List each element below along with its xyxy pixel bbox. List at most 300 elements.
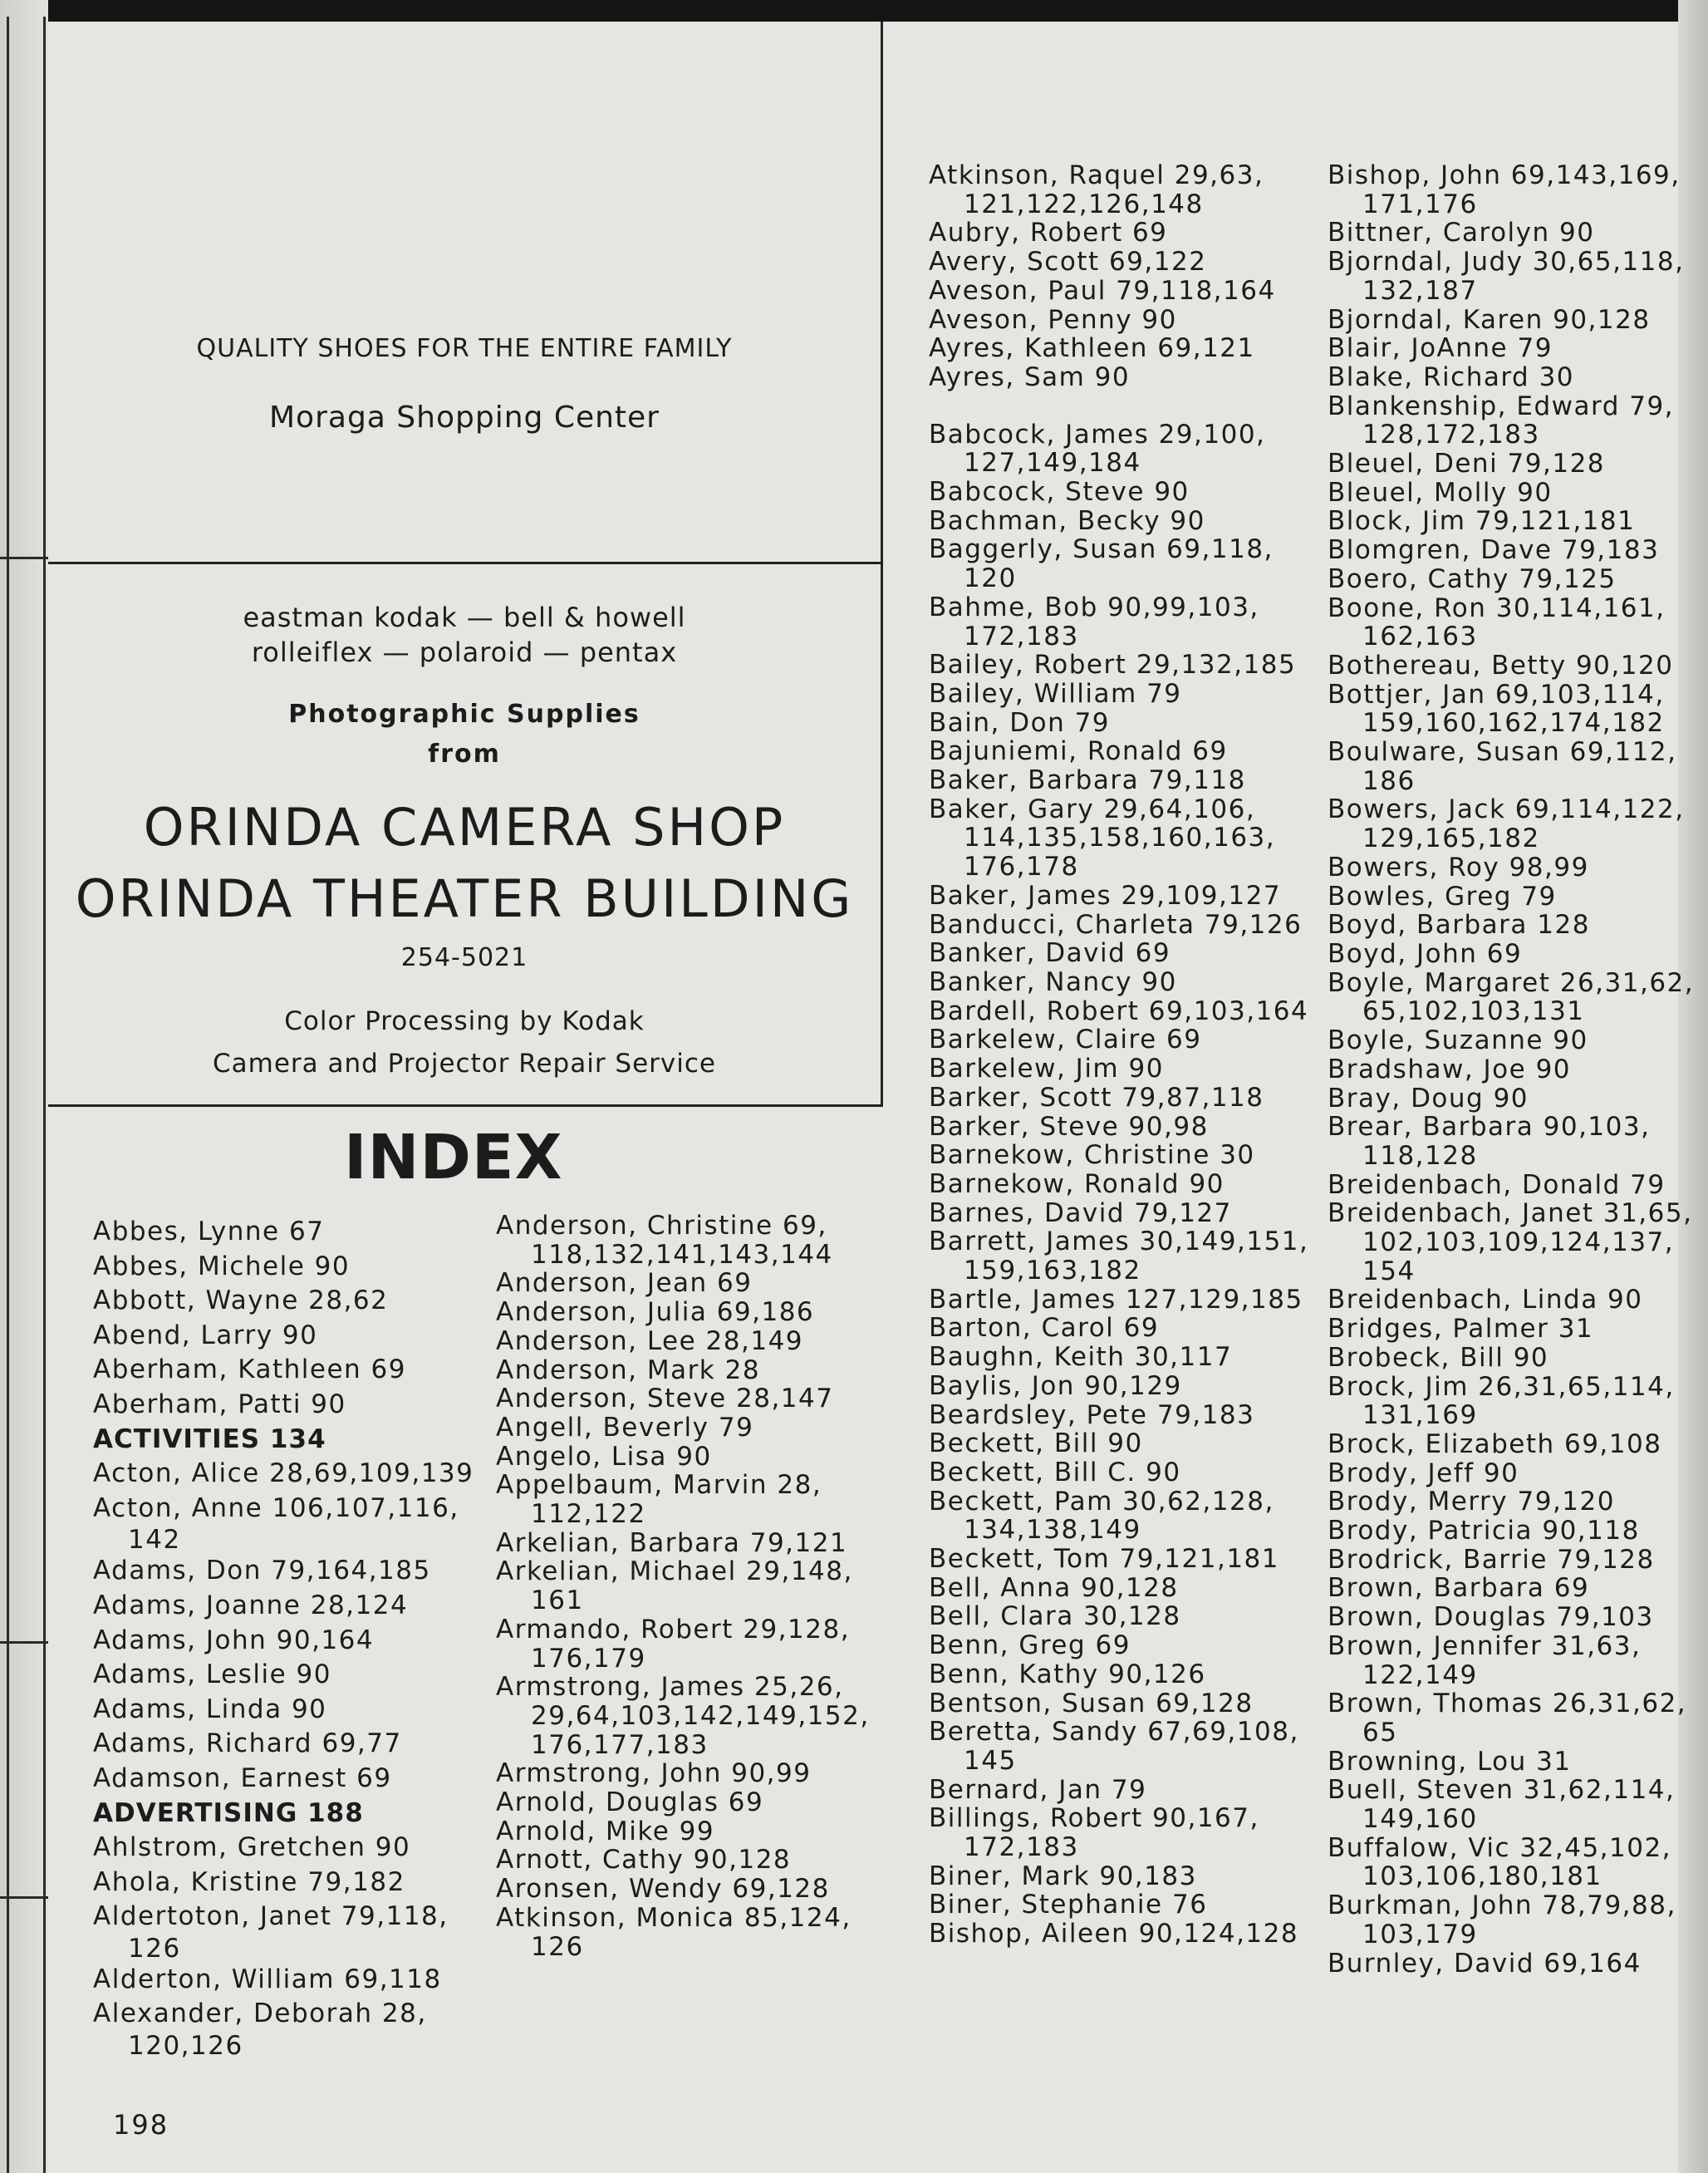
index-entry-continuation: 120 — [964, 563, 1017, 594]
index-entry-text: Baughn, Keith 30,117 — [929, 1342, 1233, 1373]
index-entry — [93, 1457, 474, 1492]
index-entry — [1328, 1430, 1694, 1459]
camera-shop-ad — [48, 564, 883, 1107]
index-entry-text: Burnley, David 69,164 — [1328, 1948, 1642, 1979]
index-entry-text: Abbott, Wayne 28,62 — [93, 1286, 389, 1316]
page-number: 198 — [113, 2109, 169, 2141]
index-entry — [93, 1997, 474, 2060]
index-entry-text: Baker, Gary 29,64,106, — [929, 794, 1256, 824]
index-entry-text: Breidenbach, Donald 79 — [1328, 1169, 1666, 1200]
index-entry — [1328, 536, 1694, 565]
index-entry-text: Bartle, James 127,129,185 — [929, 1284, 1303, 1315]
index-entry — [1328, 940, 1694, 969]
index-entry-text: Brown, Barbara 69 — [1328, 1573, 1590, 1604]
index-entry-text: Acton, Anne 106,107,116, — [93, 1492, 459, 1523]
index-entry-text: Bradshaw, Joe 90 — [1328, 1054, 1572, 1084]
index-entry-text: Bleuel, Deni 79,128 — [1328, 449, 1606, 479]
index-entry — [929, 882, 1308, 911]
index-entry-continuation: 145 — [964, 1745, 1017, 1776]
index-entry — [929, 535, 1308, 592]
index-entry-text: Brock, Elizabeth 69,108 — [1328, 1428, 1662, 1459]
index-entry — [93, 1900, 474, 1963]
index-entry — [496, 1529, 870, 1558]
index-entry-text: Bowers, Roy 98,99 — [1328, 852, 1589, 882]
index-entry-text: Aveson, Penny 90 — [929, 304, 1177, 335]
index-entry-text: Boyle, Margaret 26,31,62, — [1328, 967, 1695, 998]
index-entry — [929, 1718, 1308, 1775]
index-entry — [496, 1327, 870, 1356]
index-entry — [496, 1817, 870, 1846]
index-entry — [496, 1356, 870, 1385]
index-entry — [1328, 219, 1694, 248]
index-entry — [1328, 1574, 1694, 1603]
index-entry-text: Bowles, Greg 79 — [1328, 881, 1557, 912]
index-entry-text: Baker, James 29,109,127 — [929, 880, 1282, 911]
index-entry-text: Brody, Patricia 90,118 — [1328, 1516, 1640, 1546]
index-entry — [93, 1727, 474, 1762]
index-entry-text: Benn, Greg 69 — [929, 1630, 1131, 1661]
index-entry — [929, 1890, 1308, 1920]
index-entry-text: Barkelew, Jim 90 — [929, 1054, 1164, 1084]
index-entry — [929, 1286, 1308, 1315]
index-entry-text: Beckett, Bill C. 90 — [929, 1457, 1181, 1487]
index-entry — [929, 1343, 1308, 1372]
index-entry — [929, 1574, 1308, 1603]
index-entry — [929, 334, 1308, 363]
index-column — [1328, 161, 1694, 1978]
index-entry-continuation: 172,183 — [964, 621, 1079, 651]
index-entry-text: Bardell, Robert 69,103,164 — [929, 996, 1309, 1026]
index-entry-text: Ayres, Sam 90 — [929, 361, 1131, 392]
index-entry — [1328, 681, 1694, 738]
index-entry — [929, 997, 1308, 1026]
index-entry-text: Appelbaum, Marvin 28, — [496, 1470, 822, 1501]
index-entry-text: Brown, Jennifer 31,63, — [1328, 1630, 1642, 1661]
index-entry-continuation: 176,177,183 — [531, 1729, 709, 1760]
index-entry — [929, 420, 1308, 478]
index-column — [929, 161, 1308, 1949]
index-entry — [929, 1689, 1308, 1718]
index-entry-text: Abbes, Michele 90 — [93, 1251, 351, 1281]
index-entry — [1328, 1026, 1694, 1055]
index-entry-text: Barnekow, Christine 30 — [929, 1140, 1255, 1171]
ad-phone: 254-5021 — [400, 943, 528, 972]
index-entry-text: Boulware, Susan 69,112, — [1328, 737, 1677, 768]
index-entry-text: Burkman, John 78,79,88, — [1328, 1890, 1676, 1921]
index-entry — [1328, 507, 1694, 536]
index-entry-text: Barkelew, Claire 69 — [929, 1025, 1202, 1055]
index-entry-continuation: 118,128 — [1362, 1140, 1478, 1171]
index-entry — [1328, 738, 1694, 795]
index-entry-text: Adamson, Earnest 69 — [93, 1762, 392, 1793]
index-entry-text: Bleuel, Molly 90 — [1328, 477, 1553, 508]
index-entry — [929, 1602, 1308, 1631]
index-entry-text: Bottjer, Jan 69,103,114, — [1328, 679, 1665, 710]
index-entry-text: Barrett, James 30,149,151, — [929, 1227, 1309, 1257]
index-entry — [496, 1904, 870, 1961]
index-entry-text: Boyd, Barbara 128 — [1328, 910, 1590, 941]
ad-processing: Color Processing by Kodak — [284, 1006, 645, 1036]
index-entry — [1328, 1517, 1694, 1546]
index-entry — [929, 593, 1308, 651]
index-entry — [929, 1055, 1308, 1084]
index-entry-text: Avery, Scott 69,122 — [929, 247, 1207, 278]
index-entry — [929, 1429, 1308, 1458]
index-entry-text: Bernard, Jan 79 — [929, 1774, 1147, 1805]
index-entry-text: Baggerly, Susan 69,118, — [929, 534, 1274, 565]
index-entry-text: Barton, Carol 69 — [929, 1313, 1160, 1344]
index-entry — [929, 478, 1308, 507]
index-entry-text: Boyle, Suzanne 90 — [1328, 1025, 1588, 1056]
index-entry-continuation: 127,149,184 — [964, 448, 1141, 479]
index-entry — [929, 1199, 1308, 1228]
index-entry-continuation: 128,172,183 — [1362, 420, 1540, 450]
index-entry-text: Aubry, Robert 69 — [929, 218, 1168, 248]
index-entry — [93, 1492, 474, 1555]
index-entry-text: Ahola, Kristine 79,182 — [93, 1866, 405, 1897]
index-entry-text: Barnes, David 79,127 — [929, 1197, 1232, 1228]
index-entry-text: Brear, Barbara 90,103, — [1328, 1112, 1651, 1143]
index-entry — [929, 1776, 1308, 1805]
index-entry — [1328, 651, 1694, 681]
index-entry-continuation: 172,183 — [964, 1832, 1079, 1863]
index-entry-continuation: 131,169 — [1362, 1400, 1478, 1431]
index-entry-text: Adams, Don 79,164,185 — [93, 1556, 431, 1586]
index-entry-text: Benn, Kathy 90,126 — [929, 1659, 1206, 1689]
index-entry — [1328, 969, 1694, 1026]
index-entry-text: Breidenbach, Linda 90 — [1328, 1285, 1643, 1315]
index-entry-text: Beardsley, Pete 79,183 — [929, 1399, 1255, 1430]
index-entry-text: Bell, Clara 30,128 — [929, 1601, 1181, 1632]
index-entry-text: Bentson, Susan 69,128 — [929, 1688, 1254, 1718]
index-entry — [496, 1298, 870, 1327]
index-entry-text: Biner, Stephanie 76 — [929, 1890, 1208, 1920]
index-entry — [1328, 1546, 1694, 1575]
index-entry — [929, 1920, 1308, 1949]
index-entry-text: Bachman, Becky 90 — [929, 505, 1205, 536]
index-entry-text: Bailey, Robert 29,132,185 — [929, 650, 1297, 681]
index-entry — [1328, 1891, 1694, 1949]
index-entry-continuation: 142 — [128, 1525, 181, 1556]
index-entry — [1328, 1689, 1694, 1747]
index-entry-text: Banducci, Charleta 79,126 — [929, 909, 1303, 940]
index-entry-continuation: 154 — [1362, 1256, 1416, 1286]
index-entry-continuation: 176,179 — [531, 1643, 646, 1674]
index-entry-text: Blankenship, Edward 79, — [1328, 391, 1675, 421]
index-entry-text: Baker, Barbara 79,118 — [929, 765, 1246, 796]
index-entry — [929, 1458, 1308, 1487]
index-entry-text: Ayres, Kathleen 69,121 — [929, 333, 1255, 364]
index-entry-text: Beckett, Pam 30,62,128, — [929, 1486, 1274, 1517]
index-entry-text: Boero, Cathy 79,125 — [1328, 563, 1617, 594]
index-entry-continuation: 122,149 — [1362, 1659, 1478, 1690]
index-entry-text: Bray, Doug 90 — [1328, 1083, 1529, 1114]
index-entry — [929, 911, 1308, 940]
index-entry-text: Brock, Jim 26,31,65,114, — [1328, 1371, 1675, 1402]
index-entry — [93, 1284, 474, 1319]
index-entry — [1328, 1748, 1694, 1777]
index-entry — [929, 1084, 1308, 1113]
index-entry-text: Arkelian, Barbara 79,121 — [496, 1527, 848, 1558]
index-entry — [1328, 248, 1694, 305]
index-entry — [1328, 450, 1694, 479]
index-entry-text: Bahme, Bob 90,99,103, — [929, 592, 1259, 622]
index-entry — [929, 795, 1308, 882]
index-entry-text: Anderson, Lee 28,149 — [496, 1325, 804, 1356]
index-entry-continuation: 114,135,158,160,163, — [964, 823, 1276, 853]
index-entry-text: Beckett, Bill 90 — [929, 1428, 1143, 1459]
index-entry-text: Bothereau, Betty 90,120 — [1328, 650, 1674, 681]
index-entry-continuation: 159,160,162,174,182 — [1362, 708, 1665, 739]
index-entry — [1328, 1286, 1694, 1315]
index-entry — [1328, 392, 1694, 450]
index-entry — [929, 651, 1308, 680]
index-entry-text: Breidenbach, Janet 31,65, — [1328, 1198, 1693, 1229]
index-entry — [1328, 161, 1694, 219]
index-entry-continuation: 149,160 — [1362, 1804, 1478, 1835]
index-entry — [1328, 594, 1694, 651]
index-entry-continuation: 171,176 — [1362, 189, 1478, 219]
index-entry-text: Buell, Steven 31,62,114, — [1328, 1775, 1676, 1806]
index-entry-text: Beretta, Sandy 67,69,108, — [929, 1717, 1299, 1748]
index-entry-text: Barker, Steve 90,98 — [929, 1111, 1209, 1142]
index-entry — [496, 1413, 870, 1443]
index-entry — [93, 1554, 474, 1589]
index-entry — [1328, 1373, 1694, 1430]
index-entry — [496, 1384, 870, 1413]
index-entry — [929, 1227, 1308, 1285]
index-entry-text: Banker, David 69 — [929, 938, 1171, 969]
index-entry-text: Babcock, Steve 90 — [929, 477, 1190, 508]
index-section-heading — [93, 1797, 474, 1831]
index-entry-text: Anderson, Steve 28,147 — [496, 1384, 834, 1414]
index-entry-continuation: 103,179 — [1362, 1919, 1478, 1949]
index-entry-continuation: 120,126 — [128, 2031, 243, 2062]
index-entry — [1328, 1171, 1694, 1200]
index-entry-text: Bailey, William 79 — [929, 678, 1182, 709]
index-entry-text: Adams, Linda 90 — [93, 1694, 327, 1724]
index-entry-text: Arnold, Mike 99 — [496, 1816, 715, 1846]
index-entry — [496, 1788, 870, 1817]
index-entry-continuation: 112,122 — [531, 1499, 646, 1530]
index-entry — [496, 1615, 870, 1673]
index-entry-text: Banker, Nancy 90 — [929, 966, 1177, 997]
index-entry-text: Brown, Thomas 26,31,62, — [1328, 1689, 1687, 1719]
ad-supplies: Photographic Supplies — [288, 700, 640, 729]
index-entry-text: Angelo, Lisa 90 — [496, 1441, 712, 1472]
index-entry-text: Biner, Mark 90,183 — [929, 1861, 1197, 1891]
index-entry — [929, 680, 1308, 709]
index-entry-continuation: 126 — [128, 1933, 181, 1964]
index-entry-text: Anderson, Julia 69,186 — [496, 1297, 815, 1328]
index-column — [496, 1212, 870, 1961]
index-entry-text: Ahlstrom, Gretchen 90 — [93, 1832, 411, 1863]
index-entry — [93, 1831, 474, 1866]
index-entry — [1328, 479, 1694, 508]
index-entry-text: Atkinson, Monica 85,124, — [496, 1902, 852, 1933]
index-entry — [93, 1388, 474, 1423]
index-entry-continuation: 129,165,182 — [1362, 823, 1540, 854]
index-entry — [1328, 1834, 1694, 1891]
index-entry-text: Bain, Don 79 — [929, 707, 1111, 738]
ad-repair: Camera and Projector Repair Service — [213, 1049, 716, 1079]
index-entry — [929, 766, 1308, 795]
index-entry-continuation: 65 — [1362, 1717, 1398, 1748]
index-entry-text: Arnott, Cathy 90,128 — [496, 1845, 792, 1876]
index-entry-continuation: 159,163,182 — [964, 1256, 1141, 1286]
index-entry — [929, 363, 1308, 392]
index-entry-text: Aberham, Patti 90 — [93, 1389, 346, 1419]
index-entry-text: Adams, Joanne 28,124 — [93, 1590, 409, 1620]
index-entry-continuation: 121,122,126,148 — [964, 189, 1204, 219]
index-entry — [1328, 1199, 1694, 1286]
index-entry — [1328, 1459, 1694, 1488]
index-entry — [929, 1545, 1308, 1574]
index-entry-text: Brodrick, Barrie 79,128 — [1328, 1544, 1655, 1575]
index-entry-text: Anderson, Christine 69, — [496, 1211, 827, 1241]
index-entry — [93, 1624, 474, 1659]
index-entry-text: Blake, Richard 30 — [1328, 361, 1575, 392]
index-entry-text: Bajuniemi, Ronald 69 — [929, 736, 1228, 767]
index-entry — [929, 709, 1308, 738]
index-entry — [929, 1631, 1308, 1660]
index-entry — [1328, 565, 1694, 594]
index-entry-text: Brobeck, Bill 90 — [1328, 1342, 1549, 1373]
index-entry — [1328, 334, 1694, 363]
shoe-store-ad — [48, 22, 883, 564]
index-entry — [929, 737, 1308, 766]
ad-location: Moraga Shopping Center — [269, 401, 660, 435]
index-entry — [93, 1353, 474, 1388]
index-entry-text: Babcock, James 29,100, — [929, 419, 1266, 450]
index-entry-text: Boone, Ron 30,114,161, — [1328, 592, 1666, 623]
index-entry — [496, 1875, 870, 1904]
index-entry — [1328, 795, 1694, 853]
binding-rule — [43, 17, 46, 2173]
index-entry — [929, 1170, 1308, 1199]
index-entry — [929, 968, 1308, 997]
index-entry — [1328, 911, 1694, 940]
index-entry-text: Aberham, Kathleen 69 — [93, 1354, 406, 1385]
index-entry — [929, 1314, 1308, 1343]
index-entry-text: Buffalow, Vic 32,45,102, — [1328, 1832, 1672, 1863]
index-entry-continuation: 29,64,103,142,149,152, — [531, 1700, 870, 1731]
index-entry — [929, 1487, 1308, 1545]
page-binding — [0, 0, 48, 2173]
index-entry — [93, 1250, 474, 1285]
index-entry — [929, 507, 1308, 536]
index-section-heading — [93, 1423, 474, 1458]
index-entry-text: Atkinson, Raquel 29,63, — [929, 160, 1264, 190]
index-entry-text: Adams, Leslie 90 — [93, 1659, 331, 1690]
index-entry-text: Abbes, Lynne 67 — [93, 1217, 325, 1246]
index-entry-text: Armando, Robert 29,128, — [496, 1614, 851, 1644]
binding-tick — [0, 1641, 48, 1644]
index-entry — [1328, 1055, 1694, 1084]
index-entry — [1328, 306, 1694, 335]
index-entry — [929, 219, 1308, 248]
top-edge — [0, 0, 1708, 22]
index-entry-text: Armstrong, James 25,26, — [496, 1672, 844, 1703]
index-entry-continuation: 186 — [1362, 765, 1416, 796]
index-entry-text: Bittner, Carolyn 90 — [1328, 218, 1595, 248]
index-entry — [1328, 1949, 1694, 1979]
index-entry-text: Adams, John 90,164 — [93, 1625, 375, 1655]
index-entry — [93, 1866, 474, 1900]
index-entry-text: Alexander, Deborah 28, — [93, 1998, 427, 2029]
index-entry-text: Angell, Beverly 79 — [496, 1412, 754, 1443]
index-entry — [496, 1212, 870, 1269]
index-entry-text: Blair, JoAnne 79 — [1328, 333, 1553, 364]
index-entry-continuation: 161 — [531, 1586, 584, 1616]
ad-brands-line: eastman kodak — bell & howell — [243, 602, 686, 633]
index-entry-text: Arnold, Douglas 69 — [496, 1787, 764, 1818]
index-entry — [1328, 1315, 1694, 1344]
index-entry-text: Anderson, Mark 28 — [496, 1354, 761, 1385]
index-entry — [93, 1215, 474, 1250]
index-entry-continuation: 134,138,149 — [964, 1515, 1141, 1546]
index-entry — [496, 1557, 870, 1615]
index-entry — [93, 1658, 474, 1693]
binding-tick — [0, 1896, 48, 1899]
index-entry-text: Brown, Douglas 79,103 — [1328, 1602, 1654, 1633]
index-entry — [496, 1759, 870, 1788]
index-entry-text: ADVERTISING 188 — [93, 1797, 364, 1828]
index-entry — [1328, 1084, 1694, 1114]
index-entry — [496, 1471, 870, 1528]
index-entry-continuation: 176,178 — [964, 852, 1079, 882]
index-entry-text: Bishop, John 69,143,169, — [1328, 160, 1681, 190]
index-entry — [93, 1693, 474, 1728]
index-title: INDEX — [344, 1122, 563, 1193]
index-entry — [1328, 853, 1694, 882]
index-entry-text: Bjorndal, Judy 30,65,118, — [1328, 247, 1685, 278]
index-entry-text: Bowers, Jack 69,114,122, — [1328, 794, 1685, 825]
index-entry — [929, 161, 1308, 219]
index-entry — [929, 1141, 1308, 1170]
index-entry-text: Beckett, Tom 79,121,181 — [929, 1544, 1279, 1575]
index-entry-text: Armstrong, John 90,99 — [496, 1758, 812, 1789]
binding-tick — [0, 557, 48, 559]
index-entry — [496, 1269, 870, 1298]
index-entry-text: Arkelian, Michael 29,148, — [496, 1556, 853, 1587]
index-entry-text: Barnekow, Ronald 90 — [929, 1168, 1225, 1199]
index-entry — [929, 1113, 1308, 1142]
index-entry — [929, 1804, 1308, 1861]
index-entry — [929, 277, 1308, 306]
index-entry — [93, 1589, 474, 1624]
ad-tagline: QUALITY SHOES FOR THE ENTIRE FAMILY — [196, 334, 733, 363]
index-entry-text: Browning, Lou 31 — [1328, 1746, 1572, 1777]
index-entry-text: Bishop, Aileen 90,124,128 — [929, 1919, 1299, 1949]
index-entry-text: Bridges, Palmer 31 — [1328, 1314, 1594, 1345]
index-entry — [1328, 1113, 1694, 1170]
index-entry — [1328, 1776, 1694, 1833]
index-entry-text: Aldertoton, Janet 79,118, — [93, 1901, 449, 1932]
index-entry-continuation: 103,106,180,181 — [1362, 1861, 1602, 1892]
index-entry-text: Bjorndal, Karen 90,128 — [1328, 304, 1651, 335]
index-entry-text: Acton, Alice 28,69,109,139 — [93, 1458, 474, 1489]
index-entry — [929, 248, 1308, 277]
index-entry — [929, 1401, 1308, 1430]
index-entry-text: Blomgren, Dave 79,183 — [1328, 535, 1660, 566]
ad-building: ORINDA THEATER BUILDING — [75, 868, 854, 929]
index-entry — [1328, 1632, 1694, 1689]
index-entry — [929, 1025, 1308, 1055]
ad-from: from — [428, 740, 501, 769]
index-entry-text: Billings, Robert 90,167, — [929, 1803, 1259, 1834]
index-entry-text: Adams, Richard 69,77 — [93, 1728, 402, 1759]
